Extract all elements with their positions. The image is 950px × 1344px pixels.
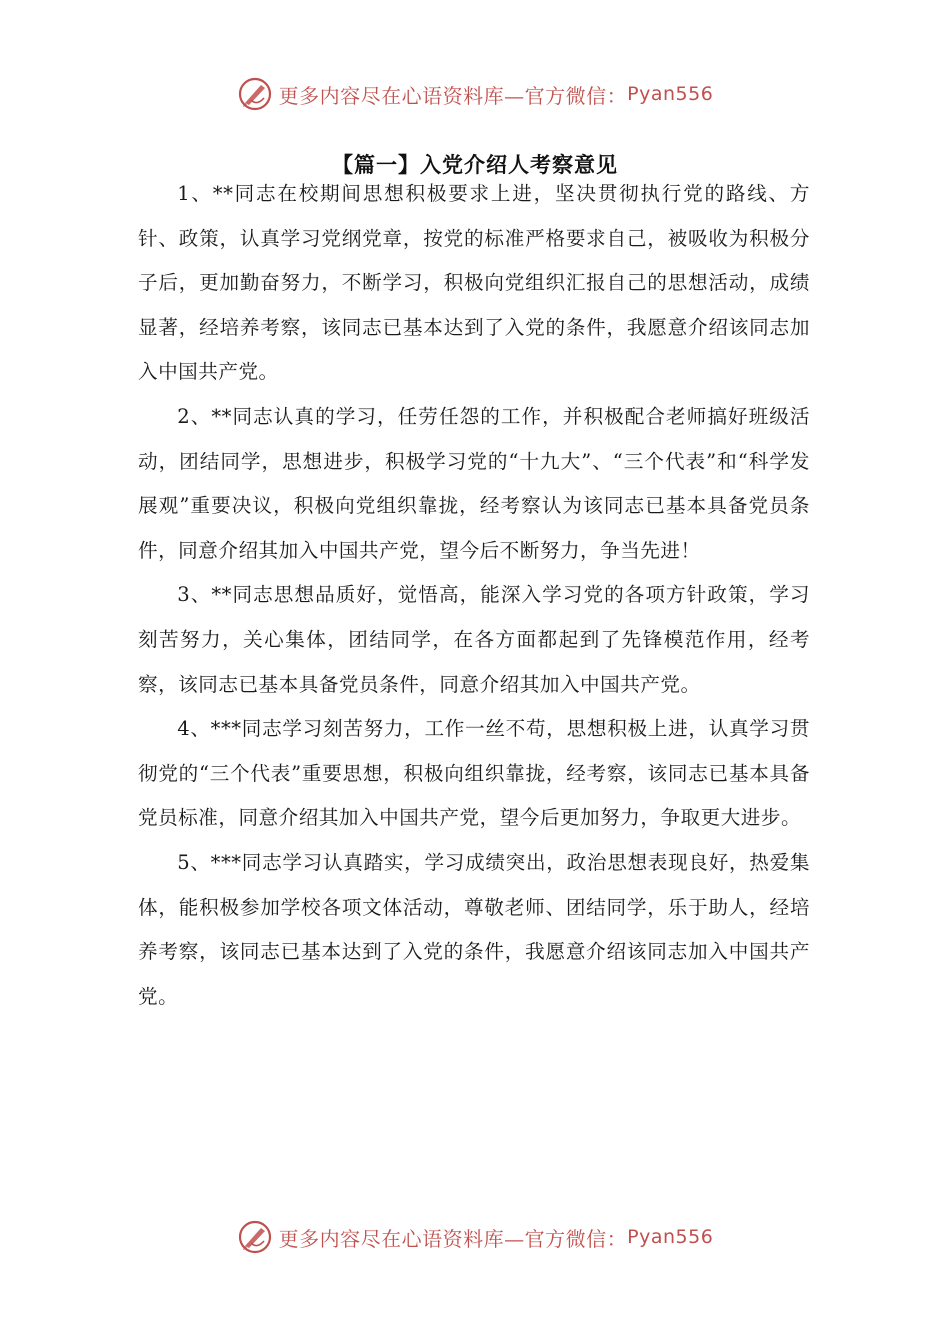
pen-logo-icon [237,76,273,112]
header-banner [0,72,950,116]
paragraph-2: 2、**同志认真的学习，任劳任怨的工作，并积极配合老师搞好班级活动，团结同学，思想进步，积极学习党的“十九大”、“三个代表”和“科学发展观”重要决议，积极向党组织靠拢，经考察认为该同志已基本具备党员条件，同意介绍其加入中国共产党，望今后不断努力，争当先进！ [138,404,810,562]
pen-logo-icon [237,1219,273,1255]
paragraph-4: 4、***同志学习刻苦努力，工作一丝不苟，思想积极上进，认真学习贯彻党的“三个代表”重要思想，积极向组织靠拢，经考察，该同志已基本具备党员标准，同意介绍其加入中国共产党，望今后更加努力，争取更大进步。 [138,717,810,830]
wechat-id: Pyan556 [627,1226,714,1248]
paragraph-5: 5、***同志学习认真踏实，学习成绩突出，政治思想表现良好，热爱集体，能积极参加学校各项文体活动，尊敬老师、团结同学，乐于助人，经培养考察，该同志已基本达到了入党的条件，我愿意介绍该同志加入中国共产党。 [138,850,810,1008]
document-body [138,172,810,1019]
banner-text: 更多内容尽在心语资料库—官方微信： [278,1226,628,1251]
document-title: 【篇一】入党介绍人考察意见 [332,153,618,177]
footer-banner [0,1215,950,1259]
paragraph-1: 1、**同志在校期间思想积极要求上进，坚决贯彻执行党的路线、方针、政策，认真学习党纲党章，按党的标准严格要求自己，被吸收为积极分子后，更加勤奋努力，不断学习，积极向党组织汇报自己的思想活动，成绩显著，经培养考察，该同志已基本达到了入党的条件，我愿意介绍该同志加入中国共产党。 [138,182,810,384]
paragraph-3: 3、**同志思想品质好，觉悟高，能深入学习党的各项方针政策，学习刻苦努力，关心集体，团结同学，在各方面都起到了先锋模范作用，经考察，该同志已基本具备党员条件，同意介绍其加入中国共产党。 [138,583,810,696]
banner-text: 更多内容尽在心语资料库—官方微信： [278,83,628,108]
wechat-id: Pyan556 [627,83,714,105]
